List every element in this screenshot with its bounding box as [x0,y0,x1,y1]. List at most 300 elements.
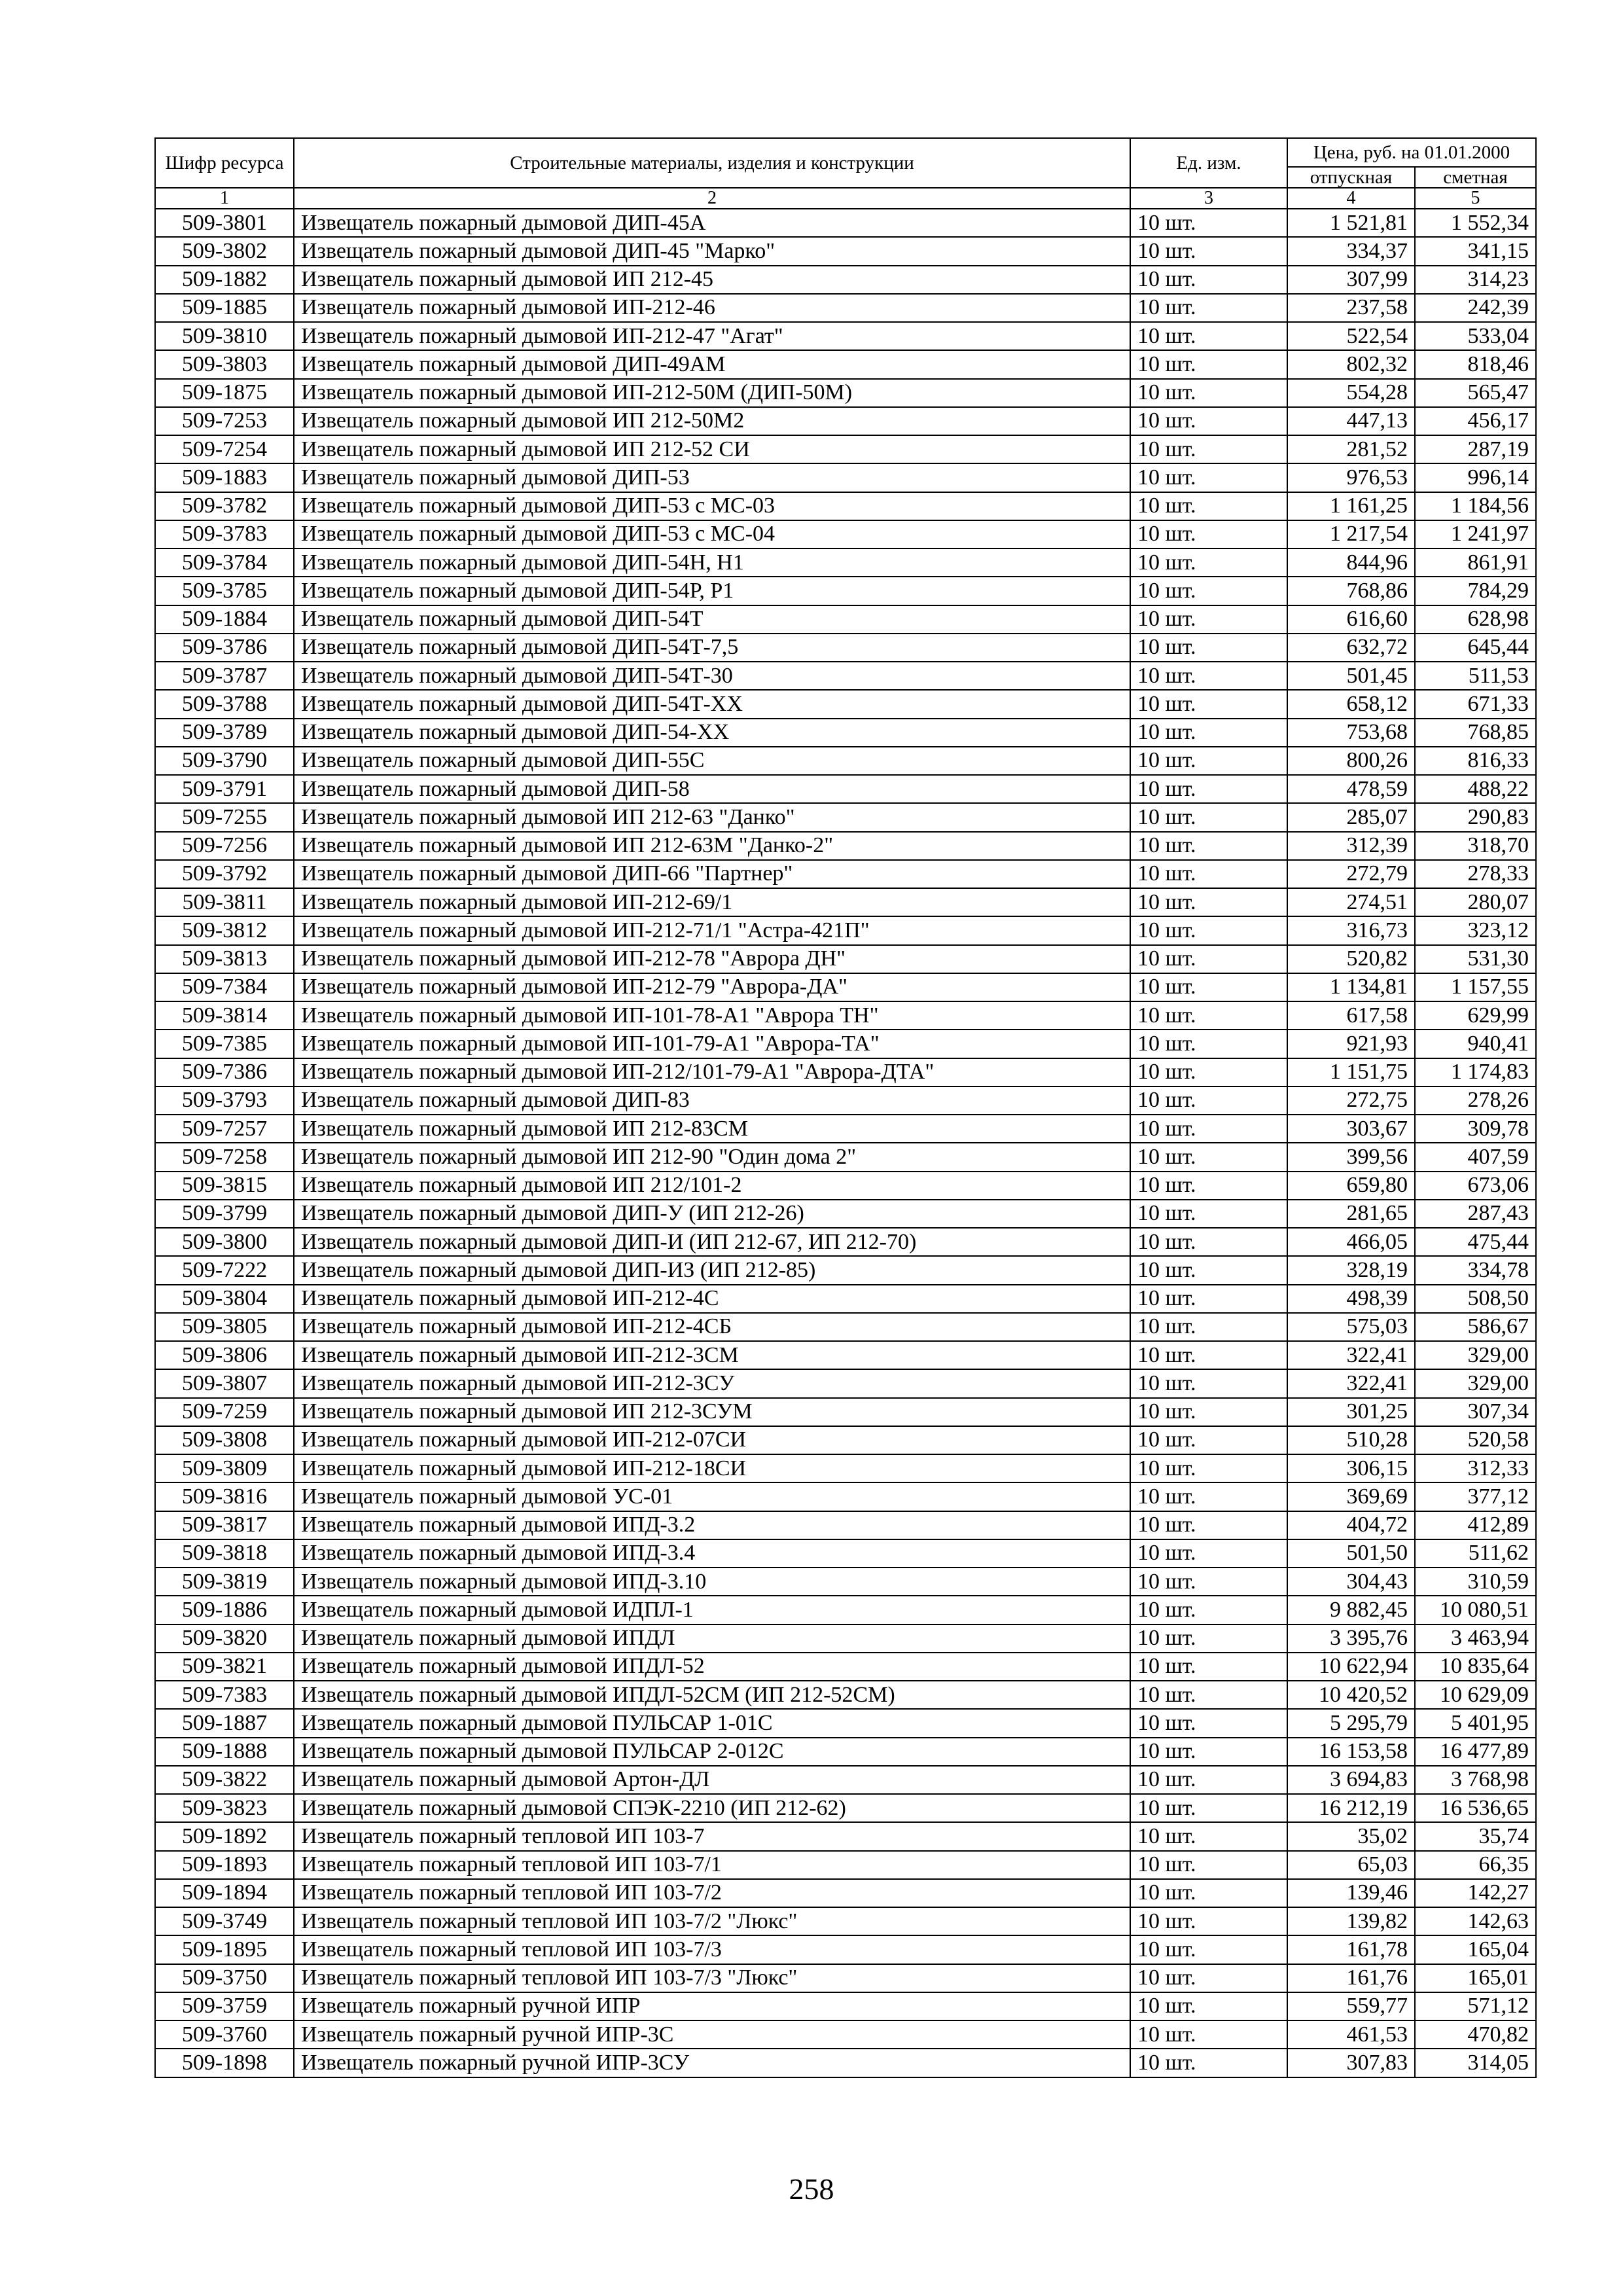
resource-code-cell: 509-1885 [155,294,294,322]
price-wholesale-cell: 306,15 [1287,1454,1415,1482]
price-estimated-cell: 3 463,94 [1415,1624,1536,1653]
price-wholesale-cell: 554,28 [1287,379,1415,407]
unit-cell: 10 шт. [1130,1539,1287,1568]
price-wholesale-cell: 301,25 [1287,1398,1415,1426]
resource-code-cell: 509-3819 [155,1568,294,1596]
resource-code-cell: 509-7258 [155,1143,294,1171]
resource-code-cell: 509-7386 [155,1058,294,1086]
table-row [155,690,1536,718]
resource-code-cell: 509-3786 [155,634,294,662]
table-row [155,1058,1536,1086]
table-row [155,2020,1536,2049]
material-name-cell: Извещатель пожарный дымовой ИП-212-78 "Аврора ДН" [294,945,1130,973]
material-name-cell: Извещатель пожарный дымовой ИП-212-4СБ [294,1313,1130,1341]
unit-cell: 10 шт. [1130,1086,1287,1115]
unit-cell: 10 шт. [1130,1143,1287,1171]
unit-cell: 10 шт. [1130,1964,1287,1992]
table-row [155,1341,1536,1369]
table-row [155,1653,1536,1681]
price-wholesale-cell: 328,19 [1287,1256,1415,1284]
price-estimated-cell: 307,34 [1415,1398,1536,1426]
material-name-cell: Извещатель пожарный дымовой ИПД-3.10 [294,1568,1130,1596]
table-row [155,832,1536,860]
material-name-cell: Извещатель пожарный дымовой ИП 212/101-2 [294,1172,1130,1200]
resource-code-cell: 509-3810 [155,322,294,350]
unit-cell: 10 шт. [1130,1709,1287,1737]
price-wholesale-cell: 237,58 [1287,294,1415,322]
unit-cell: 10 шт. [1130,463,1287,492]
table-row [155,1907,1536,1935]
unit-cell: 10 шт. [1130,1256,1287,1284]
price-wholesale-cell: 461,53 [1287,2020,1415,2049]
price-wholesale-cell: 510,28 [1287,1426,1415,1454]
resource-code-cell: 509-3813 [155,945,294,973]
price-estimated-cell: 470,82 [1415,2020,1536,2049]
resource-code-cell: 509-1892 [155,1822,294,1850]
table-row [155,1256,1536,1284]
resource-code-cell: 509-3799 [155,1200,294,1228]
material-name-cell: Извещатель пожарный дымовой ДИП-54Т-7,5 [294,634,1130,662]
price-wholesale-cell: 9 882,45 [1287,1596,1415,1624]
unit-cell: 10 шт. [1130,350,1287,378]
table-row [155,1822,1536,1850]
material-name-cell: Извещатель пожарный дымовой ИП-212-47 "Агат" [294,322,1130,350]
resource-code-cell: 509-1875 [155,379,294,407]
table-row [155,577,1536,605]
material-name-cell: Извещатель пожарный дымовой ДИП-54Т-30 [294,662,1130,690]
price-wholesale-cell: 5 295,79 [1287,1709,1415,1737]
header-price: Цена, руб. на 01.01.2000 [1287,138,1536,167]
material-name-cell: Извещатель пожарный дымовой ИП 212-52 СИ [294,435,1130,463]
unit-cell: 10 шт. [1130,1172,1287,1200]
price-estimated-cell: 565,47 [1415,379,1536,407]
price-wholesale-cell: 304,43 [1287,1568,1415,1596]
resource-code-cell: 509-3803 [155,350,294,378]
unit-cell: 10 шт. [1130,294,1287,322]
table-row [155,237,1536,265]
table-row [155,1228,1536,1256]
unit-cell: 10 шт. [1130,1596,1287,1624]
price-wholesale-cell: 10 622,94 [1287,1653,1415,1681]
price-estimated-cell: 287,19 [1415,435,1536,463]
table-row [155,350,1536,378]
price-estimated-cell: 290,83 [1415,803,1536,831]
resource-code-cell: 509-3823 [155,1794,294,1822]
price-wholesale-cell: 35,02 [1287,1822,1415,1850]
material-name-cell: Извещатель пожарный тепловой ИП 103-7/3 [294,1935,1130,1964]
unit-cell: 10 шт. [1130,407,1287,435]
table-row [155,1511,1536,1539]
price-estimated-cell: 531,30 [1415,945,1536,973]
price-wholesale-cell: 498,39 [1287,1285,1415,1313]
price-estimated-cell: 533,04 [1415,322,1536,350]
price-estimated-cell: 312,33 [1415,1454,1536,1482]
resource-code-cell: 509-3801 [155,209,294,237]
price-wholesale-cell: 921,93 [1287,1030,1415,1058]
unit-cell: 10 шт. [1130,1426,1287,1454]
price-wholesale-cell: 658,12 [1287,690,1415,718]
price-estimated-cell: 165,04 [1415,1935,1536,1964]
price-wholesale-cell: 274,51 [1287,888,1415,916]
material-name-cell: Извещатель пожарный дымовой ДИП-53 [294,463,1130,492]
price-wholesale-cell: 281,65 [1287,1200,1415,1228]
price-estimated-cell: 329,00 [1415,1369,1536,1397]
table-row [155,775,1536,803]
material-name-cell: Извещатель пожарный дымовой ИП 212-90 "Один дома 2" [294,1143,1130,1171]
resource-code-cell: 509-3807 [155,1369,294,1397]
price-estimated-cell: 5 401,95 [1415,1709,1536,1737]
column-number: 1 [155,188,294,209]
price-wholesale-cell: 3 395,76 [1287,1624,1415,1653]
resource-code-cell: 509-1884 [155,605,294,634]
unit-cell: 10 шт. [1130,1511,1287,1539]
column-number: 5 [1415,188,1536,209]
unit-cell: 10 шт. [1130,1935,1287,1964]
resource-code-cell: 509-3791 [155,775,294,803]
unit-cell: 10 шт. [1130,548,1287,577]
material-name-cell: Извещатель пожарный дымовой ДИП-58 [294,775,1130,803]
unit-cell: 10 шт. [1130,973,1287,1001]
unit-cell: 10 шт. [1130,860,1287,888]
resource-code-cell: 509-3792 [155,860,294,888]
header-unit: Ед. изм. [1130,138,1287,188]
price-estimated-cell: 66,35 [1415,1851,1536,1879]
resource-code-cell: 509-1893 [155,1851,294,1879]
unit-cell: 10 шт. [1130,690,1287,718]
resource-code-cell: 509-1886 [155,1596,294,1624]
table-row [155,463,1536,492]
material-name-cell: Извещатель пожарный дымовой ИП 212-45 [294,266,1130,294]
resource-code-cell: 509-3783 [155,520,294,548]
unit-cell: 10 шт. [1130,2020,1287,2049]
price-wholesale-cell: 285,07 [1287,803,1415,831]
resource-code-cell: 509-1895 [155,1935,294,1964]
unit-cell: 10 шт. [1130,832,1287,860]
unit-cell: 10 шт. [1130,1851,1287,1879]
table-row [155,1596,1536,1624]
table-row [155,322,1536,350]
material-name-cell: Извещатель пожарный дымовой ИП-212-3СМ [294,1341,1130,1369]
unit-cell: 10 шт. [1130,577,1287,605]
table-row [155,747,1536,775]
price-wholesale-cell: 139,82 [1287,1907,1415,1935]
price-wholesale-cell: 659,80 [1287,1172,1415,1200]
price-wholesale-cell: 617,58 [1287,1001,1415,1030]
material-name-cell: Извещатель пожарный дымовой ИП-212-71/1 "Астра-421П" [294,916,1130,944]
table-row [155,548,1536,577]
unit-cell: 10 шт. [1130,237,1287,265]
material-name-cell: Извещатель пожарный дымовой ДИП-53 с МС-03 [294,492,1130,520]
material-name-cell: Извещатель пожарный дымовой ИП-212-46 [294,294,1130,322]
table-row [155,294,1536,322]
price-wholesale-cell: 1 521,81 [1287,209,1415,237]
material-name-cell: Извещатель пожарный дымовой ИП 212-63М "Данко-2" [294,832,1130,860]
table-row [155,803,1536,831]
unit-cell: 10 шт. [1130,1482,1287,1511]
price-estimated-cell: 341,15 [1415,237,1536,265]
table-row [155,1200,1536,1228]
price-wholesale-cell: 520,82 [1287,945,1415,973]
price-estimated-cell: 16 536,65 [1415,1794,1536,1822]
material-name-cell: Извещатель пожарный дымовой ИП-212/101-79-А1 "Аврора-ДТА" [294,1058,1130,1086]
price-wholesale-cell: 1 134,81 [1287,973,1415,1001]
resource-code-cell: 509-7255 [155,803,294,831]
table-row [155,1285,1536,1313]
price-wholesale-cell: 139,46 [1287,1879,1415,1907]
price-wholesale-cell: 1 161,25 [1287,492,1415,520]
table-row [155,209,1536,237]
table-row [155,1482,1536,1511]
price-estimated-cell: 314,23 [1415,266,1536,294]
table-row [155,266,1536,294]
material-name-cell: Извещатель пожарный дымовой ИПДЛ [294,1624,1130,1653]
price-estimated-cell: 412,89 [1415,1511,1536,1539]
price-wholesale-cell: 307,99 [1287,266,1415,294]
price-estimated-cell: 10 835,64 [1415,1653,1536,1681]
price-estimated-cell: 287,43 [1415,1200,1536,1228]
unit-cell: 10 шт. [1130,2049,1287,2077]
material-name-cell: Извещатель пожарный дымовой ДИП-54Н, Н1 [294,548,1130,577]
price-estimated-cell: 10 629,09 [1415,1681,1536,1709]
unit-cell: 10 шт. [1130,520,1287,548]
unit-cell: 10 шт. [1130,1653,1287,1681]
header-resource-code: Шифр ресурса [155,138,294,188]
price-estimated-cell: 816,33 [1415,747,1536,775]
price-estimated-cell: 329,00 [1415,1341,1536,1369]
price-wholesale-cell: 753,68 [1287,719,1415,747]
column-number: 4 [1287,188,1415,209]
resource-code-cell: 509-7254 [155,435,294,463]
price-wholesale-cell: 976,53 [1287,463,1415,492]
resource-code-cell: 509-7385 [155,1030,294,1058]
material-name-cell: Извещатель пожарный тепловой ИП 103-7/2 [294,1879,1130,1907]
price-wholesale-cell: 16 212,19 [1287,1794,1415,1822]
material-name-cell: Извещатель пожарный дымовой ИП-212-79 "Аврора-ДА" [294,973,1130,1001]
price-estimated-cell: 586,67 [1415,1313,1536,1341]
table-row [155,719,1536,747]
price-wholesale-cell: 1 217,54 [1287,520,1415,548]
price-wholesale-cell: 272,79 [1287,860,1415,888]
unit-cell: 10 шт. [1130,1879,1287,1907]
material-name-cell: Извещатель пожарный дымовой ИП-212-07СИ [294,1426,1130,1454]
unit-cell: 10 шт. [1130,634,1287,662]
unit-cell: 10 шт. [1130,1001,1287,1030]
price-estimated-cell: 142,27 [1415,1879,1536,1907]
table-row [155,662,1536,690]
table-row [155,1964,1536,1992]
unit-cell: 10 шт. [1130,605,1287,634]
price-wholesale-cell: 161,78 [1287,1935,1415,1964]
table-row [155,1143,1536,1171]
material-name-cell: Извещатель пожарный дымовой ИПДЛ-52 [294,1653,1130,1681]
price-wholesale-cell: 616,60 [1287,605,1415,634]
resource-code-cell: 509-7383 [155,1681,294,1709]
price-estimated-cell: 861,91 [1415,548,1536,577]
price-estimated-cell: 571,12 [1415,1992,1536,2020]
resource-code-cell: 509-3760 [155,2020,294,2049]
price-estimated-cell: 16 477,89 [1415,1738,1536,1766]
price-estimated-cell: 1 184,56 [1415,492,1536,520]
price-wholesale-cell: 303,67 [1287,1115,1415,1143]
price-wholesale-cell: 161,76 [1287,1964,1415,1992]
unit-cell: 10 шт. [1130,1822,1287,1850]
resource-code-cell: 509-3749 [155,1907,294,1935]
resource-code-cell: 509-3822 [155,1766,294,1794]
table-row [155,1794,1536,1822]
price-wholesale-cell: 399,56 [1287,1143,1415,1171]
table-row [155,1172,1536,1200]
unit-cell: 10 шт. [1130,379,1287,407]
price-estimated-cell: 488,22 [1415,775,1536,803]
unit-cell: 10 шт. [1130,1992,1287,2020]
resource-code-cell: 509-3820 [155,1624,294,1653]
price-wholesale-cell: 522,54 [1287,322,1415,350]
resource-code-cell: 509-1898 [155,2049,294,2077]
price-wholesale-cell: 272,75 [1287,1086,1415,1115]
price-wholesale-cell: 3 694,83 [1287,1766,1415,1794]
table-body [155,209,1536,2077]
price-estimated-cell: 940,41 [1415,1030,1536,1058]
resource-code-cell: 509-3816 [155,1482,294,1511]
table-row [155,1709,1536,1737]
price-estimated-cell: 511,53 [1415,662,1536,690]
resource-code-cell: 509-7222 [155,1256,294,1284]
resource-code-cell: 509-1882 [155,266,294,294]
price-estimated-cell: 334,78 [1415,1256,1536,1284]
unit-cell: 10 шт. [1130,1030,1287,1058]
unit-cell: 10 шт. [1130,1285,1287,1313]
resource-code-cell: 509-7253 [155,407,294,435]
price-estimated-cell: 456,17 [1415,407,1536,435]
price-estimated-cell: 1 157,55 [1415,973,1536,1001]
price-wholesale-cell: 404,72 [1287,1511,1415,1539]
price-wholesale-cell: 768,86 [1287,577,1415,605]
resource-code-cell: 509-3800 [155,1228,294,1256]
price-estimated-cell: 323,12 [1415,916,1536,944]
table-row [155,2049,1536,2077]
resource-code-cell: 509-7259 [155,1398,294,1426]
material-name-cell: Извещатель пожарный дымовой ИП-212-4С [294,1285,1130,1313]
material-name-cell: Извещатель пожарный дымовой ДИП-ИЗ (ИП 212-85) [294,1256,1130,1284]
material-name-cell: Извещатель пожарный дымовой ИП-212-50М (ДИП-50М) [294,379,1130,407]
table-row [155,605,1536,634]
resource-code-cell: 509-3787 [155,662,294,690]
unit-cell: 10 шт. [1130,1907,1287,1935]
unit-cell: 10 шт. [1130,1115,1287,1143]
resource-code-cell: 509-3821 [155,1653,294,1681]
material-name-cell: Извещатель пожарный дымовой ДИП-45 "Марко" [294,237,1130,265]
price-estimated-cell: 407,59 [1415,1143,1536,1171]
table-row [155,1115,1536,1143]
resource-code-cell: 509-3818 [155,1539,294,1568]
material-name-cell: Извещатель пожарный дымовой ДИП-54Р, Р1 [294,577,1130,605]
price-estimated-cell: 280,07 [1415,888,1536,916]
resource-code-cell: 509-3789 [155,719,294,747]
material-name-cell: Извещатель пожарный дымовой ИП-212-18СИ [294,1454,1130,1482]
resource-code-cell: 509-3793 [155,1086,294,1115]
resource-code-cell: 509-3817 [155,1511,294,1539]
price-wholesale-cell: 281,52 [1287,435,1415,463]
unit-cell: 10 шт. [1130,775,1287,803]
resource-code-cell: 509-3802 [155,237,294,265]
column-number: 2 [294,188,1130,209]
material-name-cell: Извещатель пожарный дымовой ИП-101-78-А1 "Аврора ТН" [294,1001,1130,1030]
header-price-wholesale: отпускная [1287,167,1415,188]
price-estimated-cell: 278,33 [1415,860,1536,888]
price-estimated-cell: 242,39 [1415,294,1536,322]
table-row [155,520,1536,548]
price-estimated-cell: 10 080,51 [1415,1596,1536,1624]
unit-cell: 10 шт. [1130,1794,1287,1822]
resource-code-cell: 509-3805 [155,1313,294,1341]
price-estimated-cell: 3 768,98 [1415,1766,1536,1794]
table-row [155,1851,1536,1879]
material-name-cell: Извещатель пожарный дымовой ДИП-55С [294,747,1130,775]
material-name-cell: Извещатель пожарный дымовой ИП-212-3СУ [294,1369,1130,1397]
unit-cell: 10 шт. [1130,888,1287,916]
material-name-cell: Извещатель пожарный тепловой ИП 103-7/1 [294,1851,1130,1879]
resource-code-cell: 509-3806 [155,1341,294,1369]
table-row [155,1426,1536,1454]
resource-code-cell: 509-3790 [155,747,294,775]
price-estimated-cell: 673,06 [1415,1172,1536,1200]
resource-code-cell: 509-7256 [155,832,294,860]
unit-cell: 10 шт. [1130,209,1287,237]
material-name-cell: Извещатель пожарный тепловой ИП 103-7/3 "Люкс" [294,1964,1130,1992]
material-name-cell: Извещатель пожарный дымовой ИП-101-79-А1 "Аврора-ТА" [294,1030,1130,1058]
resource-code-cell: 509-3788 [155,690,294,718]
material-name-cell: Извещатель пожарный ручной ИПР-3СУ [294,2049,1130,2077]
material-name-cell: Извещатель пожарный дымовой ДИП-У (ИП 212-26) [294,1200,1130,1228]
resource-code-cell: 509-3750 [155,1964,294,1992]
table-row [155,1539,1536,1568]
price-estimated-cell: 314,05 [1415,2049,1536,2077]
price-wholesale-cell: 501,50 [1287,1539,1415,1568]
unit-cell: 10 шт. [1130,719,1287,747]
table-row [155,1086,1536,1115]
table-row [155,1935,1536,1964]
unit-cell: 10 шт. [1130,1454,1287,1482]
price-estimated-cell: 1 552,34 [1415,209,1536,237]
resource-code-cell: 509-3815 [155,1172,294,1200]
material-name-cell: Извещатель пожарный дымовой ДИП-49АМ [294,350,1130,378]
table-row [155,379,1536,407]
resource-code-cell: 509-3814 [155,1001,294,1030]
unit-cell: 10 шт. [1130,1738,1287,1766]
header-price-estimated: сметная [1415,167,1536,188]
table-row [155,1766,1536,1794]
unit-cell: 10 шт. [1130,916,1287,944]
price-wholesale-cell: 478,59 [1287,775,1415,803]
price-wholesale-cell: 316,73 [1287,916,1415,944]
material-name-cell: Извещатель пожарный дымовой ИПДЛ-52СМ (ИП 212-52СМ) [294,1681,1130,1709]
unit-cell: 10 шт. [1130,747,1287,775]
unit-cell: 10 шт. [1130,1058,1287,1086]
unit-cell: 10 шт. [1130,1624,1287,1653]
material-name-cell: Извещатель пожарный дымовой ДИП-45А [294,209,1130,237]
resource-code-cell: 509-3808 [155,1426,294,1454]
resource-code-cell: 509-1894 [155,1879,294,1907]
price-wholesale-cell: 322,41 [1287,1369,1415,1397]
price-estimated-cell: 629,99 [1415,1001,1536,1030]
material-name-cell: Извещатель пожарный дымовой ИП 212-83СМ [294,1115,1130,1143]
material-name-cell: Извещатель пожарный дымовой ИП 212-63 "Данко" [294,803,1130,831]
table-row [155,1738,1536,1766]
material-name-cell: Извещатель пожарный дымовой ДИП-54-ХХ [294,719,1130,747]
unit-cell: 10 шт. [1130,662,1287,690]
table-row [155,1568,1536,1596]
material-name-cell: Извещатель пожарный дымовой ИП-212-69/1 [294,888,1130,916]
